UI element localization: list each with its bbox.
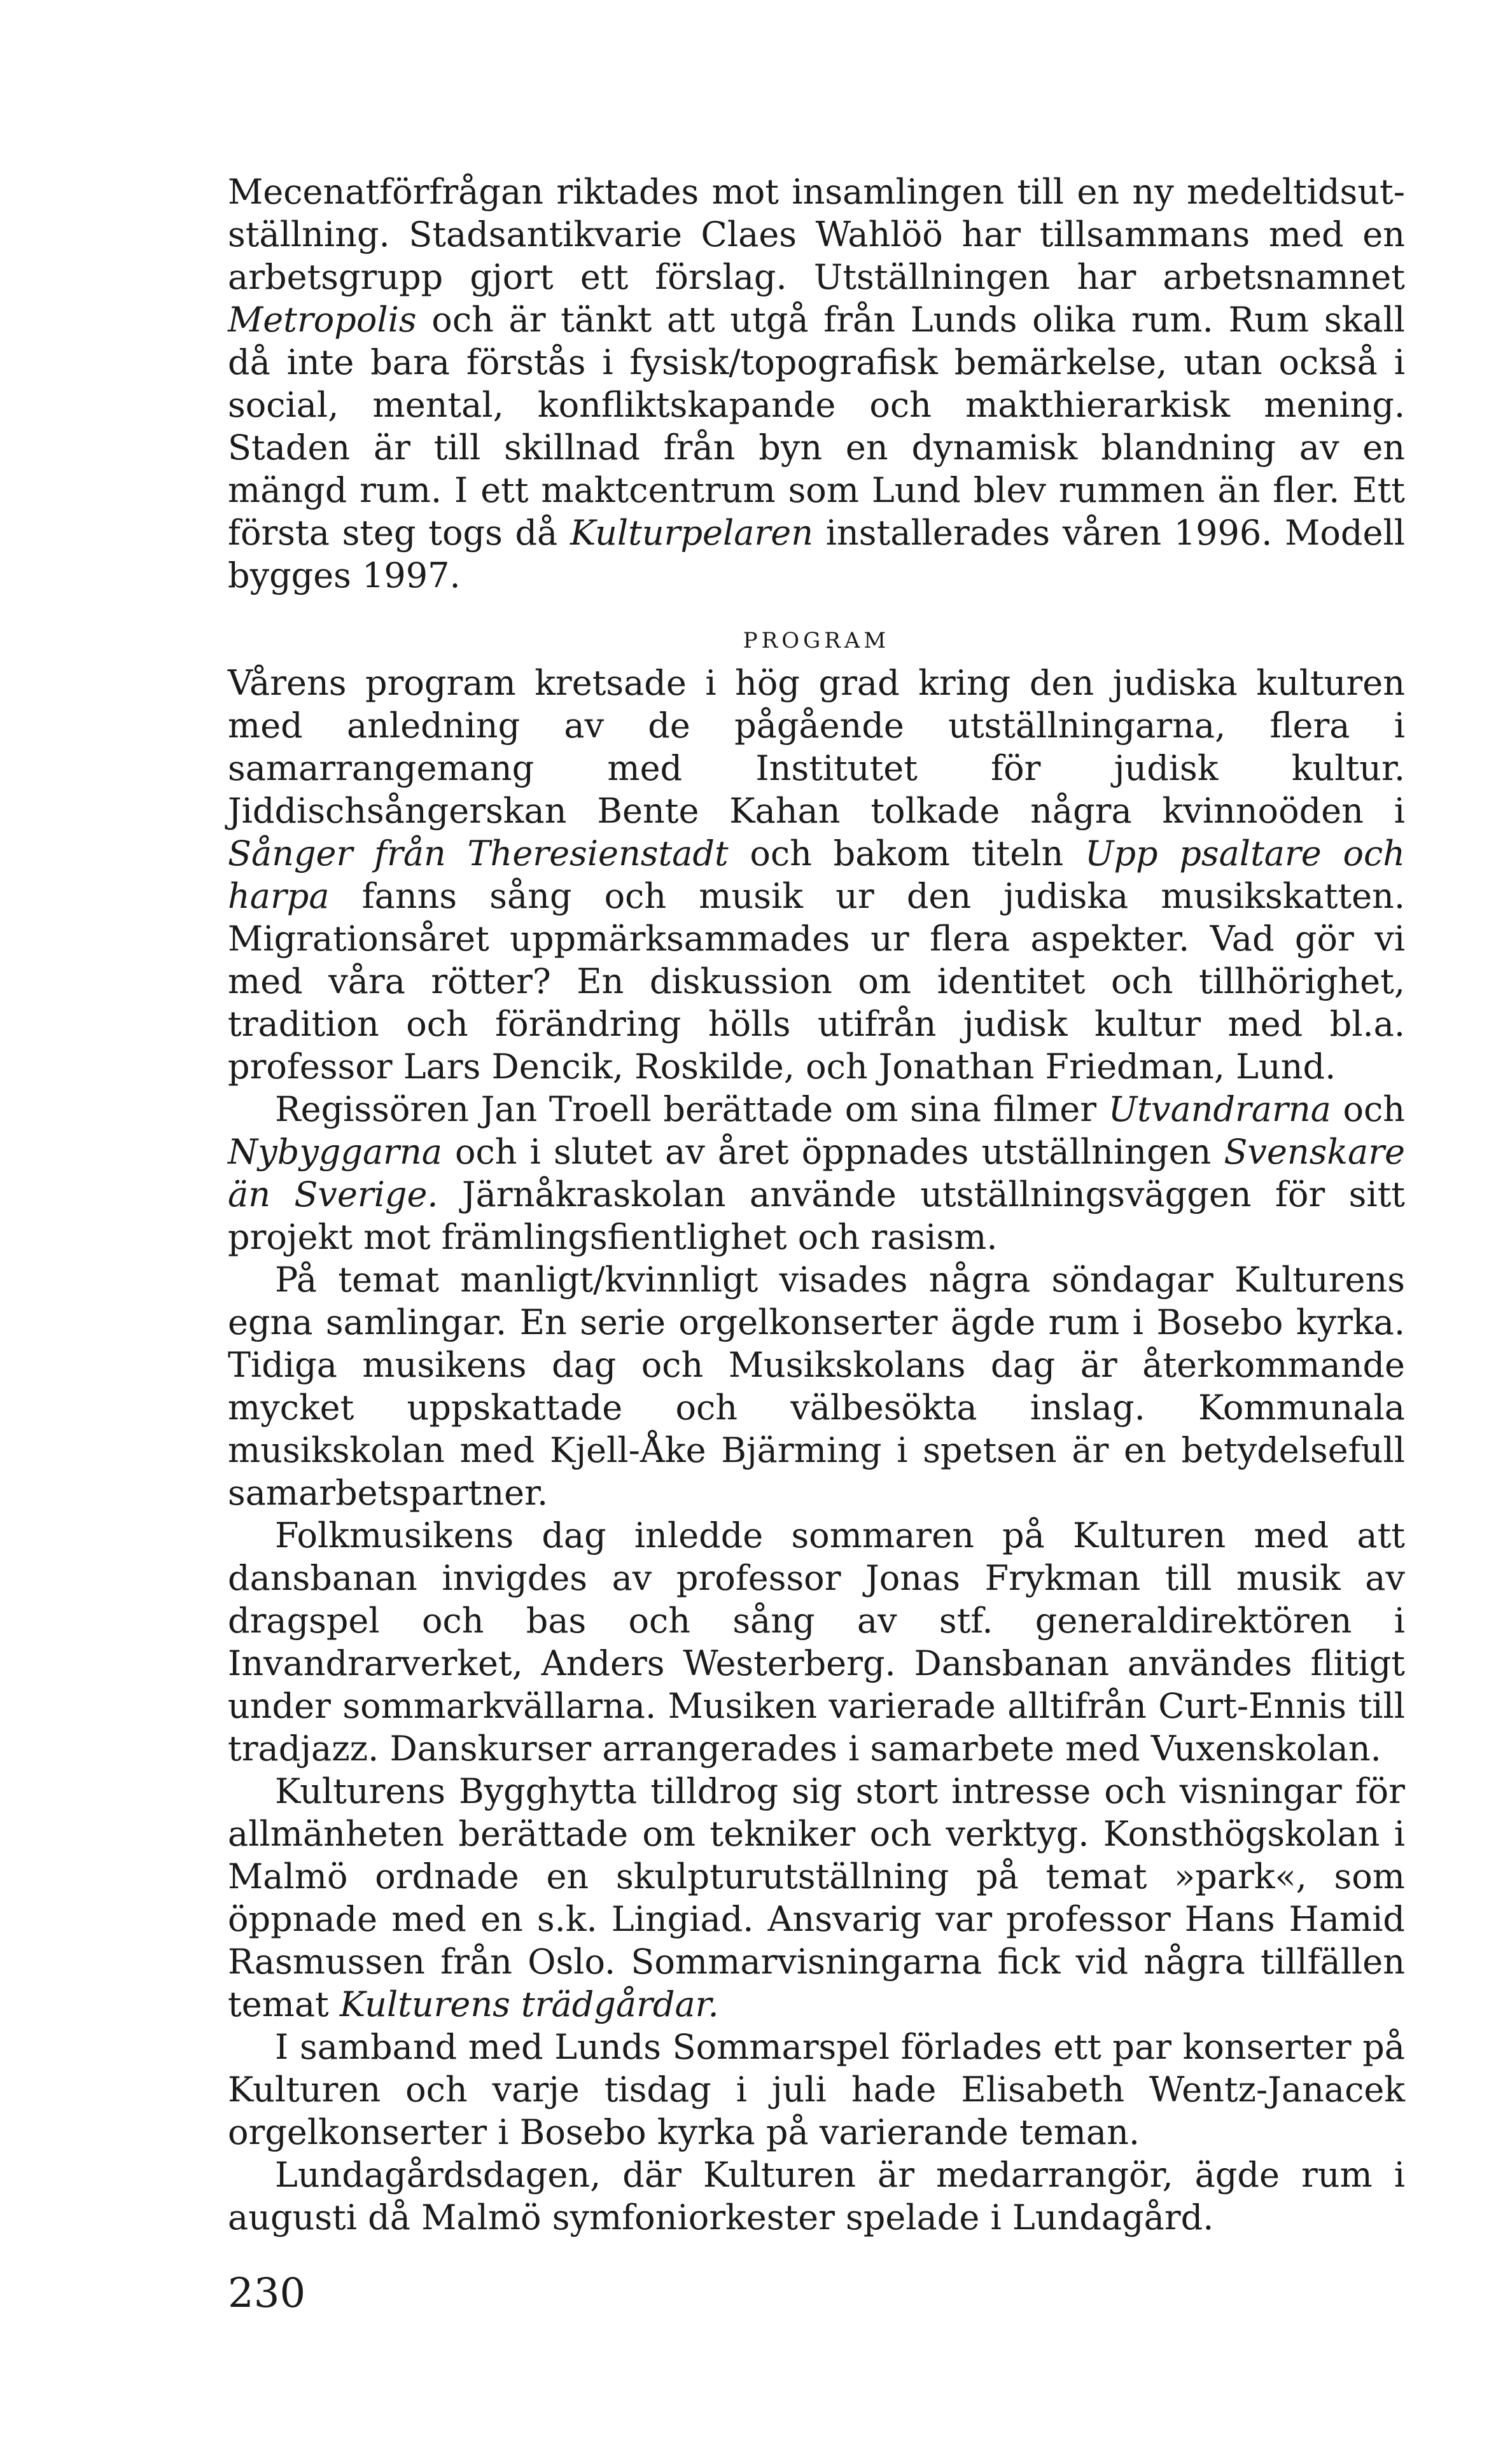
work-title: Upp psaltare och harpa <box>228 833 1405 916</box>
work-title: Svenskare än Sverige. <box>228 1132 1405 1215</box>
work-title: Metropolis <box>228 300 417 340</box>
intro-section <box>228 171 1405 597</box>
program-paragraph: Vårens program kretsade i hög grad kring den judiska kulturen med anledning av de pågående utställningarna, flera i samarrangemang med Institutet för judisk kultur. Jiddischsångerskan Bente Kahan tolkade några kvinnoöden i Sånger från Theresienstadt och bakom titeln Upp psaltare och harpa fanns sång och musik ur den judiska musikskatten. Migrationsåret uppmärksammades ur flera aspekter. Vad gör vi med våra rötter? En diskussion om identitet och tillhörighet, tradition och förändring hölls utifrån judisk kultur med bl.a. professor Lars Dencik, Roskilde, och Jonathan Friedman, Lund. <box>228 663 1405 1087</box>
work-title: Utvandrarna <box>1108 1089 1331 1129</box>
program-paragraph: I samband med Lunds Sommarspel förlades ett par konserter på Kulturen och varje tisdag i juli hade Elisabeth Wentz-Janacek orgelkonserter i Bosebo kyrka på varierande teman. <box>228 2027 1405 2152</box>
work-title: Nybyggarna <box>228 1132 442 1172</box>
program-paragraph: Kulturens Bygghytta tilldrog sig stort intresse och visningar för allmänheten berättade om tekniker och verktyg. Konsthögskolan i Malmö ordnade en skulpturutställning på temat »park«, som öppnade med en s.k. Lingiad. Ansvarig var professor Hans Hamid Rasmussen från Oslo. Sommarvisningarna fick vid några tillfällen temat Kulturens trädgårdar. <box>228 1771 1405 2024</box>
work-title: Kulturens trädgårdar. <box>339 1984 719 2024</box>
work-title: Kulturpelaren <box>570 513 814 553</box>
program-paragraph: Folkmusikens dag inledde sommaren på Kulturen med att dansbanan invigdes av professor Jonas Frykman till musik av dragspel och bas och sång av stf. generaldirektören i Invandrarverket, Anders Westerberg. Dansbanan användes flitigt under sommarkvällarna. Musiken varierade alltifrån Curt-Ennis till tradjazz. Danskurser arrangerades i samarbete med Vuxenskolan. <box>228 1515 1405 1769</box>
work-title: Sånger från Theresienstadt <box>228 833 729 874</box>
program-paragraph: På temat manligt/kvinnligt visades några söndagar Kulturens egna samlingar. En serie orgelkonserter ägde rum i Bosebo kyrka. Tidiga musikens dag och Musikskolans dag är återkommande mycket uppskattade och välbesökta inslag. Kommunala musikskolan med Kjell-Åke Bjärming i spetsen är en betydelsefull samarbetspartner. <box>228 1260 1405 1513</box>
program-paragraph: Regissören Jan Troell berättade om sina filmer Utvandrarna och Nybyggarna och i slutet av året öppnades utställningen Svenskare än Sverige. Järnåkraskolan använde utställningsväggen för sitt projekt mot främlingsfientlighet och rasism. <box>228 1089 1406 1257</box>
intro-paragraph: Mecenatförfrågan riktades mot insamlingen till en ny medeltidsutställning. Stadsantikvarie Claes Wahlöö har tillsammans med en arbetsgrupp gjort ett förslag. Utställningen har arbetsnamnet Metropolis och är tänkt att utgå från Lunds olika rum. Rum skall då inte bara förstås i fysisk/topografisk bemärkelse, utan också i social, mental, konfliktskapande och makthierarkisk mening. Staden är till skillnad från byn en dynamisk blandning av en mängd rum. I ett maktcentrum som Lund blev rummen än fler. Ett första steg togs då Kulturpelaren installerades våren 1996. Modell bygges 1997. <box>228 172 1405 595</box>
page-number: 230 <box>228 2270 306 2317</box>
section-heading: PROGRAM <box>743 628 890 653</box>
program-paragraph: Lundagårdsdagen, där Kulturen är medarrangör, ägde rum i augusti då Malmö symfoniorkester spelade i Lundagård. <box>228 2155 1405 2238</box>
program-section <box>228 662 1405 2239</box>
